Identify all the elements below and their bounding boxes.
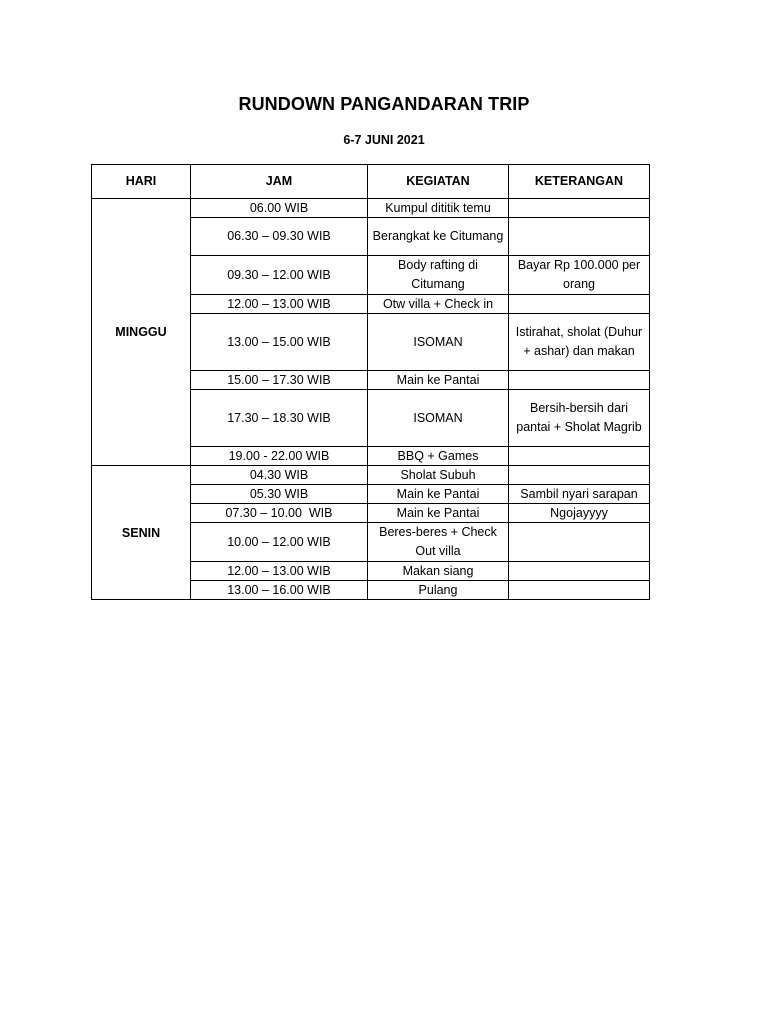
kegiatan-cell: Main ke Pantai <box>368 485 509 504</box>
keterangan-cell: Ngojayyyy <box>509 504 650 523</box>
keterangan-cell <box>509 218 650 256</box>
keterangan-cell <box>509 523 650 562</box>
keterangan-cell: Sambil nyari sarapan <box>509 485 650 504</box>
kegiatan-cell: Main ke Pantai <box>368 371 509 390</box>
keterangan-cell: Bayar Rp 100.000 per orang <box>509 256 650 295</box>
kegiatan-cell: Body rafting di Citumang <box>368 256 509 295</box>
keterangan-cell <box>509 199 650 218</box>
kegiatan-cell: Sholat Subuh <box>368 466 509 485</box>
day-cell-minggu: MINGGU <box>92 199 191 466</box>
header-kegiatan: KEGIATAN <box>368 165 509 199</box>
kegiatan-cell: Otw villa + Check in <box>368 295 509 314</box>
keterangan-cell <box>509 581 650 600</box>
keterangan-cell <box>509 371 650 390</box>
keterangan-cell <box>509 295 650 314</box>
document-date: 6-7 JUNI 2021 <box>343 133 425 147</box>
kegiatan-cell: BBQ + Games <box>368 447 509 466</box>
jam-cell: 07.30 – 10.00 WIB <box>191 504 368 523</box>
jam-cell: 13.00 – 15.00 WIB <box>191 314 368 371</box>
keterangan-cell: Istirahat, sholat (Duhur + ashar) dan makan <box>509 314 650 371</box>
jam-cell: 05.30 WIB <box>191 485 368 504</box>
kegiatan-cell: Berangkat ke Citumang <box>368 218 509 256</box>
kegiatan-cell: Pulang <box>368 581 509 600</box>
day-cell-senin: SENIN <box>92 466 191 600</box>
jam-cell: 12.00 – 13.00 WIB <box>191 295 368 314</box>
jam-cell: 04.30 WIB <box>191 466 368 485</box>
jam-cell: 15.00 – 17.30 WIB <box>191 371 368 390</box>
kegiatan-cell: Makan siang <box>368 562 509 581</box>
kegiatan-cell: ISOMAN <box>368 390 509 447</box>
table-header-row <box>92 165 650 199</box>
jam-cell: 12.00 – 13.00 WIB <box>191 562 368 581</box>
jam-cell: 13.00 – 16.00 WIB <box>191 581 368 600</box>
kegiatan-cell: Kumpul dititik temu <box>368 199 509 218</box>
keterangan-cell <box>509 562 650 581</box>
jam-cell: 09.30 – 12.00 WIB <box>191 256 368 295</box>
header-hari: HARI <box>92 165 191 199</box>
jam-cell: 10.00 – 12.00 WIB <box>191 523 368 562</box>
document-title: RUNDOWN PANGANDARAN TRIP <box>238 94 530 114</box>
jam-cell: 17.30 – 18.30 WIB <box>191 390 368 447</box>
header-jam: JAM <box>191 165 368 199</box>
table-row <box>92 466 650 485</box>
keterangan-cell <box>509 447 650 466</box>
jam-cell: 06.30 – 09.30 WIB <box>191 218 368 256</box>
jam-cell: 06.00 WIB <box>191 199 368 218</box>
header-keterangan: KETERANGAN <box>509 165 650 199</box>
keterangan-cell: Bersih-bersih dari pantai + Sholat Magrib <box>509 390 650 447</box>
kegiatan-cell: Beres-beres + Check Out villa <box>368 523 509 562</box>
table-row <box>92 199 650 218</box>
kegiatan-cell: Main ke Pantai <box>368 504 509 523</box>
rundown-table <box>91 164 650 600</box>
jam-cell: 19.00 - 22.00 WIB <box>191 447 368 466</box>
kegiatan-cell: ISOMAN <box>368 314 509 371</box>
keterangan-cell <box>509 466 650 485</box>
